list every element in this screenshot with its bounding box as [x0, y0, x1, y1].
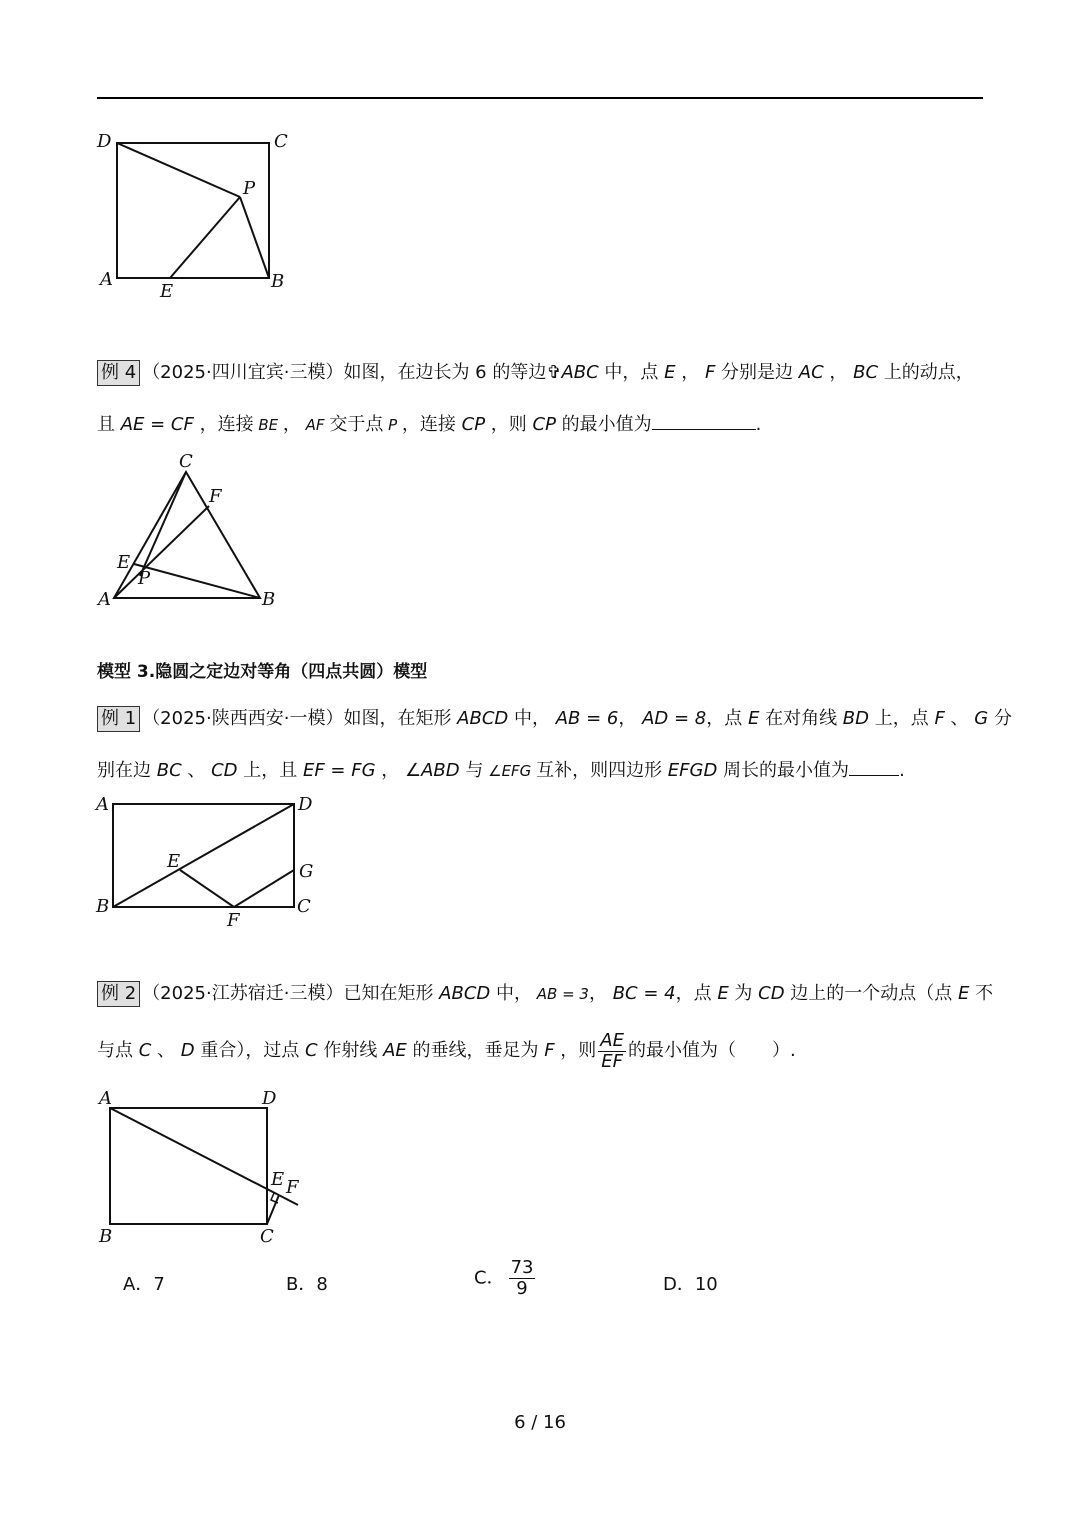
math-bc-4: BC = 4: [606, 983, 676, 1004]
option-c[interactable]: [474, 1258, 535, 1299]
text: 作射线: [323, 1040, 378, 1061]
label-a: A: [98, 589, 111, 610]
text: ，连接: [199, 414, 254, 435]
label-d: D: [262, 1088, 277, 1109]
text: 互补，则四边形: [536, 760, 663, 781]
math-bc: BC: [847, 362, 884, 383]
segment-cp: [140, 472, 186, 576]
fraction-73-9: [509, 1258, 536, 1299]
text: 分别是边: [721, 362, 794, 383]
text: 重合），过点: [200, 1040, 300, 1061]
label-a: A: [99, 1088, 112, 1109]
source-text: （2025·四川宜宾·三模）如图，在边长为: [142, 362, 470, 383]
example4-line2: [97, 411, 761, 438]
text: 别在边: [97, 760, 151, 781]
math-ae-cf: AE = CF: [115, 414, 200, 435]
square-outline: [117, 143, 269, 278]
text: .: [755, 414, 762, 435]
page-number: 6 / 16: [514, 1412, 566, 1433]
math-angle-abd: ∠ABD: [399, 760, 466, 781]
diagonal-bd: [113, 804, 294, 907]
math-be: BE: [253, 416, 283, 434]
label-e: E: [167, 851, 181, 872]
example-tag: 例 1: [97, 706, 140, 732]
math-d: D: [175, 1040, 201, 1061]
answer-blank[interactable]: [652, 411, 756, 430]
math-af: AF: [300, 416, 330, 434]
text: ，点: [675, 983, 712, 1004]
figure-rectangle-efg: [90, 790, 330, 935]
option-c-label: C．: [474, 1267, 505, 1289]
text: .: [899, 760, 905, 781]
label-b: B: [262, 589, 276, 610]
text: ，: [829, 362, 848, 383]
option-b[interactable]: B．8: [286, 1274, 328, 1295]
text: 上，且: [243, 760, 298, 781]
math-ac: AC: [793, 362, 830, 383]
label-p: P: [243, 178, 256, 199]
text: ，: [618, 708, 637, 729]
text: 的最小值为（ ）.: [627, 1040, 796, 1061]
text: ，连接: [401, 414, 456, 435]
math-abcd: ABCD: [451, 708, 514, 729]
text: 的垂线，垂足为: [412, 1040, 539, 1061]
math-c: C: [133, 1040, 158, 1061]
text: ，则: [490, 414, 527, 435]
math-cp: CP: [526, 414, 562, 435]
math-ae: AE: [377, 1040, 413, 1061]
fraction-denominator: EF: [601, 1050, 623, 1072]
math-c: C: [299, 1040, 324, 1061]
segment-pe: [170, 197, 240, 278]
text: 与: [465, 760, 484, 781]
label-c: C: [260, 1226, 274, 1247]
text: ，点: [706, 708, 743, 729]
label-f: F: [286, 1177, 299, 1198]
text: 分: [993, 708, 1012, 729]
text: 交于点: [329, 414, 384, 435]
math-cd: CD: [752, 983, 791, 1004]
math-ef-fg: EF = FG: [297, 760, 382, 781]
text: 中，点: [598, 362, 659, 383]
label-c: C: [179, 451, 193, 472]
model3-heading: 模型 3.隐圆之定边对等角（四点共圆）模型: [97, 662, 428, 682]
figure-triangle-abc: [90, 450, 310, 615]
label-b: B: [99, 1226, 113, 1247]
fraction-numerator: AE: [600, 1029, 624, 1051]
text: 边上的一个动点（点: [790, 983, 953, 1004]
label-e: E: [271, 1169, 285, 1190]
math-bd: BD: [837, 708, 875, 729]
text: ，: [381, 760, 400, 781]
segment-ef: [180, 870, 234, 907]
example2-line1: [97, 981, 993, 1007]
math-abc: ABC: [561, 362, 599, 383]
text: ，: [588, 983, 607, 1004]
rectangle-outline: [110, 1108, 267, 1224]
text: 、: [950, 708, 969, 729]
math-e: E: [742, 708, 766, 729]
ray-ae: [110, 1108, 298, 1205]
text: ，: [681, 362, 700, 383]
label-p: P: [138, 568, 151, 589]
label-f: F: [227, 910, 240, 931]
label-g: G: [299, 861, 314, 882]
example4-line1: [97, 360, 974, 386]
segment-be: [134, 564, 260, 598]
segment-fg: [234, 870, 294, 907]
label-c: C: [274, 131, 288, 152]
figure-square-abcd: [90, 125, 310, 310]
math-abcd: ABCD: [433, 983, 496, 1004]
math-efgd: EFGD: [662, 760, 724, 781]
label-c: C: [297, 896, 311, 917]
text: ，则: [560, 1040, 597, 1061]
source-text: （2025·陕西西安·一模）如图，在矩形: [142, 708, 452, 729]
example1-line2: [97, 757, 905, 784]
source-text: （2025·江苏宿迁·三模）已知在矩形: [142, 983, 434, 1004]
figure-rectangle-aef: [90, 1085, 320, 1250]
label-f: F: [209, 486, 222, 507]
math-f: F: [928, 708, 951, 729]
text: 在对角线: [765, 708, 838, 729]
math-e: E: [658, 362, 682, 383]
math-cd: CD: [205, 760, 244, 781]
label-e: E: [117, 552, 131, 573]
label-d: D: [97, 131, 112, 152]
text: 上，点: [874, 708, 929, 729]
text: 、: [157, 1040, 176, 1061]
label-b: B: [96, 896, 110, 917]
example1-line1: [97, 706, 1012, 732]
text: 不: [975, 983, 994, 1004]
fraction-ae-ef: [598, 1031, 626, 1072]
text: 中，: [496, 983, 532, 1004]
text: 上的动点，: [883, 362, 974, 383]
math-cp: CP: [455, 414, 491, 435]
example-tag: 例 4: [97, 360, 140, 386]
math-6: 6: [469, 362, 493, 383]
text: 与点: [97, 1040, 133, 1061]
math-f: F: [538, 1040, 561, 1061]
label-d: D: [298, 794, 313, 815]
math-bc: BC: [151, 760, 188, 781]
math-p: P: [383, 416, 402, 434]
fraction-denominator: 9: [516, 1278, 528, 1299]
math-g: G: [968, 708, 994, 729]
header-rule: [97, 97, 983, 99]
example2-line2: [97, 1028, 796, 1074]
label-a: A: [100, 269, 113, 290]
segment-dp: [117, 143, 240, 197]
answer-blank[interactable]: [849, 757, 899, 776]
segment-pb: [240, 197, 269, 278]
math-e: E: [711, 983, 735, 1004]
label-b: B: [271, 271, 285, 292]
option-d[interactable]: D．10: [663, 1274, 718, 1295]
text: 周长的最小值为: [723, 760, 850, 781]
option-a[interactable]: A．7: [123, 1274, 165, 1295]
math-f: F: [699, 362, 722, 383]
text: 的等边: [492, 362, 547, 383]
math-e: E: [952, 983, 976, 1004]
triangle-symbol: ✞: [546, 362, 562, 383]
math-ad-8: AD = 8: [636, 708, 707, 729]
math-ab-6: AB = 6: [550, 708, 619, 729]
text: 的最小值为: [561, 414, 652, 435]
text: ，: [282, 414, 301, 435]
example-tag: 例 2: [97, 981, 140, 1007]
math-angle-efg: ∠EFG: [483, 762, 537, 780]
text: 、: [187, 760, 206, 781]
math-ab-3: AB = 3: [532, 985, 589, 1003]
label-e: E: [160, 281, 174, 302]
fraction-numerator: 73: [510, 1257, 534, 1278]
label-a: A: [96, 794, 109, 815]
text: 且: [97, 414, 115, 435]
text: 中，: [514, 708, 550, 729]
text: 为: [734, 983, 753, 1004]
segment-cf: [267, 1195, 279, 1224]
